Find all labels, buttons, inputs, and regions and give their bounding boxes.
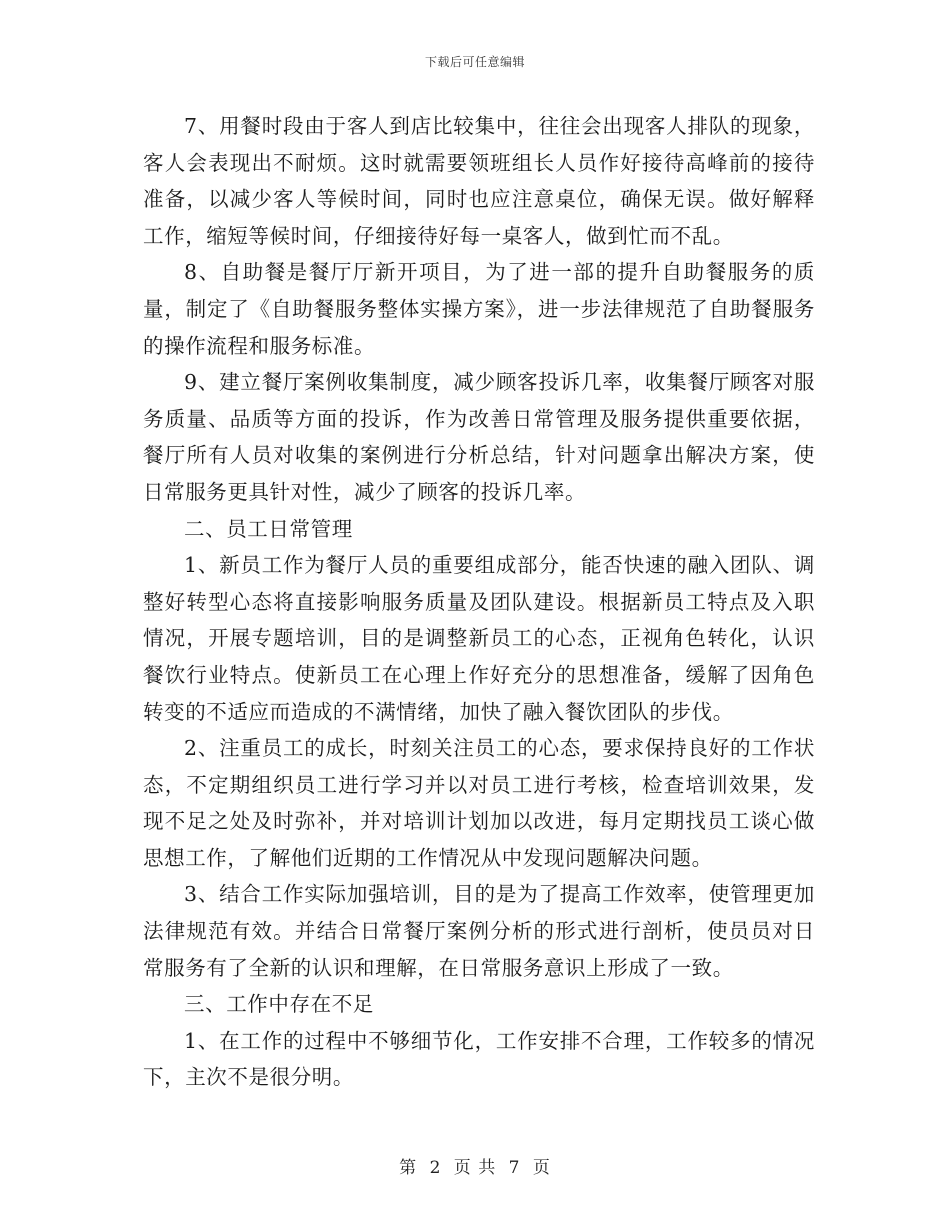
document-body — [143, 108, 815, 1096]
paragraph-staff-1: 1、新员工作为餐厅人员的重要组成部分，能否快速的融入团队、调整好转型心态将直接影响服务质量及团队建设。根据新员工特点及入职情况，开展专题培训，目的是调整新员工的心态，正视角色转化，认识餐饮行业特点。使新员工在心理上作好充分的思想准备，缓解了因角色转变的不适应而造成的不满情绪，加快了融入餐饮团队的步伐。 — [143, 553, 815, 724]
page-number-footer — [0, 1153, 950, 1178]
section-heading-shortcomings: 三、工作中存在不足 — [184, 992, 374, 1017]
paragraph-staff-2: 2、注重员工的成长，时刻关注员工的心态，要求保持良好的工作状态，不定期组织员工进行学习并以对员工进行考核，检查培训效果，发现不足之处及时弥补，并对培训计划加以改进，每月定期找员工谈心做思想工作，了解他们近期的工作情况从中发现问题解决问题。 — [143, 736, 815, 870]
footer-total-pages: 7 — [508, 1158, 521, 1178]
footer-prefix: 第 — [399, 1158, 418, 1178]
page-header: 下载后可任意编辑 — [424, 55, 525, 69]
paragraph-item-9: 9、建立餐厅案例收集制度，减少顾客投诉几率，收集餐厅顾客对服务质量、品质等方面的投诉，作为改善日常管理及服务提供重要依据，餐厅所有人员对收集的案例进行分析总结，针对问题拿出解决方案，使日常服务更具针对性，减少了顾客的投诉几率。 — [143, 370, 815, 504]
footer-current-page: 2 — [429, 1158, 442, 1178]
section-heading-staff-management: 二、员工日常管理 — [184, 516, 353, 541]
paragraph-shortcoming-1: 1、在工作的过程中不够细节化，工作安排不合理，工作较多的情况下，主次不是很分明。 — [143, 1028, 815, 1090]
paragraph-staff-3: 3、结合工作实际加强培训，目的是为了提高工作效率，使管理更加法律规范有效。并结合日常餐厅案例分析的形式进行剖析，使员员对日常服务有了全新的认识和理解，在日常服务意识上形成了一致。 — [143, 882, 815, 980]
footer-middle: 页 共 — [453, 1158, 497, 1178]
paragraph-item-7: 7、用餐时段由于客人到店比较集中，往往会出现客人排队的现象，客人会表现出不耐烦。这时就需要领班组长人员作好接待高峰前的接待准备，以减少客人等候时间，同时也应注意桌位，确保无误。做好解释工作，缩短等候时间，仔细接待好每一桌客人，做到忙而不乱。 — [143, 114, 815, 248]
paragraph-item-8: 8、自助餐是餐厅厅新开项目，为了进一部的提升自助餐服务的质量，制定了《自助餐服务整体实操方案》，进一步法律规范了自助餐服务的操作流程和服务标准。 — [143, 260, 815, 358]
footer-suffix: 页 — [532, 1158, 551, 1178]
